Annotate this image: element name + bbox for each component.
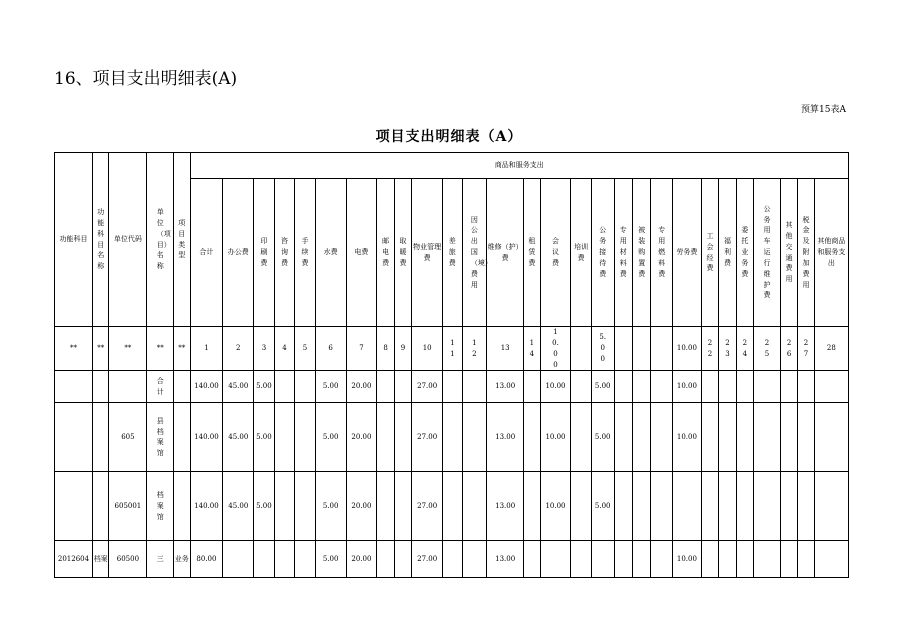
data-cell: 10.00	[540, 472, 571, 541]
column-header-text: 邮电费	[382, 237, 390, 267]
data-cell	[295, 472, 316, 541]
index-cell: **	[109, 327, 147, 371]
index-cell: **	[55, 327, 93, 371]
index-cell	[462, 327, 487, 371]
data-cell	[754, 472, 781, 541]
header-left-3	[147, 153, 174, 327]
column-header-text: 印刷费	[260, 237, 268, 267]
table-row	[55, 153, 849, 179]
data-cell: 140.00	[190, 403, 223, 472]
data-cell: 13.00	[487, 472, 524, 541]
data-cell	[736, 371, 753, 403]
data-cell	[701, 541, 718, 578]
data-cell: 140.00	[190, 472, 223, 541]
column-header: 物业管理费	[412, 179, 443, 327]
column-header-text: 租赁费	[528, 237, 536, 267]
column-header: 合计	[190, 179, 223, 327]
data-cell	[651, 472, 673, 541]
header-left-2: 单位代码	[109, 153, 147, 327]
data-cell: 20.00	[346, 403, 377, 472]
data-cell	[254, 541, 275, 578]
index-cell: 10	[412, 327, 443, 371]
data-cell	[295, 541, 316, 578]
header-left-1	[92, 153, 108, 327]
index-cell	[524, 327, 540, 371]
column-header-text: 手续费	[301, 237, 309, 267]
page-heading: 16、项目支出明细表(A)	[54, 69, 238, 89]
data-cell	[719, 403, 736, 472]
data-cell	[591, 541, 614, 578]
column-header: 办公费	[223, 179, 254, 327]
data-cell: 80.00	[190, 541, 223, 578]
column-header-text: 福利费	[723, 237, 731, 267]
data-cell	[814, 472, 848, 541]
data-cell: 5.00	[591, 472, 614, 541]
index-cell-text: **	[178, 344, 186, 353]
data-cell: 5.00	[315, 403, 346, 472]
table-title: 项目支出明细表（A）	[375, 129, 523, 145]
column-header	[540, 179, 571, 327]
header-left-0: 功能科目	[55, 153, 93, 327]
data-cell	[632, 541, 650, 578]
data-cell: 13.00	[487, 371, 524, 403]
index-cell	[92, 327, 108, 371]
column-header	[614, 179, 632, 327]
data-cell-text: 合计	[156, 377, 164, 396]
data-cell	[174, 472, 190, 541]
column-header: 其他商品和服务支出	[814, 179, 848, 327]
data-cell	[632, 472, 650, 541]
data-cell	[632, 403, 650, 472]
index-cell-text: **	[156, 344, 164, 353]
data-cell: 60500	[109, 541, 147, 578]
data-cell: 13.00	[487, 541, 524, 578]
data-cell: 10.00	[540, 371, 571, 403]
column-header	[377, 179, 394, 327]
data-cell	[223, 541, 254, 578]
data-cell: 27.00	[412, 472, 443, 541]
column-header-text: 税金及附加费用	[802, 215, 810, 289]
table-code: 预算15表A	[801, 105, 846, 115]
index-cell-text: 23	[725, 338, 730, 358]
column-header	[254, 179, 275, 327]
column-header-text: 公务接待费	[599, 226, 607, 278]
index-cell	[295, 327, 316, 371]
data-cell	[274, 541, 295, 578]
data-cell: 13.00	[487, 403, 524, 472]
column-header	[651, 179, 673, 327]
data-cell	[274, 472, 295, 541]
column-header	[295, 179, 316, 327]
index-cell: 28	[814, 327, 848, 371]
column-header	[780, 179, 797, 327]
data-cell	[55, 472, 93, 541]
data-cell: 45.00	[223, 472, 254, 541]
index-cell	[571, 327, 592, 371]
data-cell	[394, 403, 411, 472]
index-cell	[540, 327, 571, 371]
column-header: 培训费	[571, 179, 592, 327]
data-cell: 140.00	[190, 371, 223, 403]
data-cell	[780, 371, 797, 403]
data-cell	[571, 403, 592, 472]
index-cell: 6	[315, 327, 346, 371]
data-cell: 20.00	[346, 541, 377, 578]
data-cell	[295, 371, 316, 403]
column-header-text: 被装购置费	[638, 226, 646, 278]
data-cell	[736, 403, 753, 472]
data-cell	[651, 541, 673, 578]
data-cell	[754, 541, 781, 578]
index-cell-text: 26	[786, 338, 792, 358]
index-cell	[591, 327, 614, 371]
data-cell	[524, 403, 540, 472]
data-cell	[524, 371, 540, 403]
index-cell	[798, 327, 814, 371]
data-cell: 5.00	[315, 371, 346, 403]
data-cell	[274, 371, 295, 403]
data-cell	[92, 472, 108, 541]
index-cell-text: 11	[450, 338, 455, 358]
data-cell	[719, 541, 736, 578]
data-cell: 10.00	[673, 403, 702, 472]
data-cell	[377, 472, 394, 541]
data-cell	[295, 403, 316, 472]
column-header-text: 委托业务费	[741, 226, 749, 278]
data-cell	[524, 541, 540, 578]
column-header-text: 咨询费	[280, 237, 288, 267]
column-header-text: 会议费	[551, 237, 559, 267]
data-cell	[443, 403, 463, 472]
data-cell	[571, 371, 592, 403]
data-cell	[55, 403, 93, 472]
data-cell	[377, 371, 394, 403]
column-header	[274, 179, 295, 327]
data-cell	[719, 371, 736, 403]
data-cell	[673, 472, 702, 541]
data-cell: 20.00	[346, 371, 377, 403]
data-cell: 20.00	[346, 472, 377, 541]
column-header-text: 公务用车运行维护费	[763, 204, 771, 300]
index-cell-text: 3	[261, 344, 267, 353]
data-cell	[780, 541, 797, 578]
data-cell	[147, 472, 174, 541]
data-cell	[394, 472, 411, 541]
data-cell	[614, 371, 632, 403]
header-left-1-text: 功能科目名称	[97, 207, 105, 271]
data-cell: 5.00	[254, 371, 275, 403]
index-cell-text: 12	[472, 338, 477, 358]
data-cell	[701, 371, 718, 403]
column-header	[719, 179, 736, 327]
data-cell	[462, 472, 487, 541]
data-cell	[780, 403, 797, 472]
data-cell	[377, 541, 394, 578]
index-cell: 10.00	[673, 327, 702, 371]
data-cell	[651, 371, 673, 403]
data-cell	[147, 403, 174, 472]
index-cell	[254, 327, 275, 371]
data-cell	[614, 403, 632, 472]
data-cell: 5.00	[315, 472, 346, 541]
column-header-text: 因公出国（境）费用	[470, 215, 492, 289]
table-row	[55, 541, 849, 578]
data-cell	[701, 403, 718, 472]
data-cell-text: 三	[156, 554, 164, 563]
data-cell: 27.00	[412, 403, 443, 472]
data-cell	[651, 403, 673, 472]
data-cell: 5.00	[591, 371, 614, 403]
expense-table	[54, 152, 849, 578]
data-cell	[174, 371, 190, 403]
index-cell	[147, 327, 174, 371]
index-cell	[754, 327, 781, 371]
data-cell: 45.00	[223, 403, 254, 472]
data-cell	[443, 472, 463, 541]
data-cell	[147, 371, 174, 403]
data-cell	[92, 403, 108, 472]
data-cell: 5.00	[254, 472, 275, 541]
index-cell	[632, 327, 650, 371]
data-cell	[174, 403, 190, 472]
column-header-text: 工会经费	[706, 231, 714, 273]
data-cell: 45.00	[223, 371, 254, 403]
index-cell	[651, 327, 673, 371]
data-cell	[443, 371, 463, 403]
index-cell-text: 14	[529, 338, 535, 358]
column-header	[754, 179, 781, 327]
data-cell	[571, 472, 592, 541]
data-cell	[798, 371, 814, 403]
data-cell	[524, 472, 540, 541]
data-cell	[109, 371, 147, 403]
data-cell	[462, 403, 487, 472]
data-cell	[780, 472, 797, 541]
column-header-text: 专用材料费	[619, 226, 627, 278]
data-cell: 605001	[109, 472, 147, 541]
header-left-4-text: 项目类型	[178, 218, 186, 260]
index-cell-text: 8	[383, 344, 388, 353]
index-cell-text: 4	[282, 344, 287, 353]
header-left-3-text: 单位（项目）名称	[156, 207, 171, 271]
data-cell	[377, 403, 394, 472]
data-cell	[798, 541, 814, 578]
data-cell	[147, 541, 174, 578]
data-cell: 27.00	[412, 541, 443, 578]
column-header	[524, 179, 540, 327]
data-cell	[736, 541, 753, 578]
column-header	[394, 179, 411, 327]
column-header	[701, 179, 718, 327]
data-cell	[701, 472, 718, 541]
index-cell	[443, 327, 463, 371]
data-cell: 2012604	[55, 541, 93, 578]
data-cell: 5.00	[254, 403, 275, 472]
data-cell	[614, 541, 632, 578]
column-header	[798, 179, 814, 327]
data-cell: 业务	[174, 541, 190, 578]
index-cell: 2	[223, 327, 254, 371]
column-header: 电费	[346, 179, 377, 327]
data-cell	[462, 541, 487, 578]
data-cell-text: 县档案馆	[156, 416, 164, 458]
data-cell	[814, 541, 848, 578]
table-row	[55, 371, 849, 403]
index-cell-text: 24	[742, 338, 748, 358]
header-left-4	[174, 153, 190, 327]
data-cell	[394, 541, 411, 578]
column-header-text: 取暖费	[399, 237, 407, 267]
column-header-text: 其他交通费用	[785, 220, 793, 284]
table-row	[55, 472, 849, 541]
column-header	[632, 179, 650, 327]
table-row	[55, 327, 849, 371]
column-header: 劳务费	[673, 179, 702, 327]
column-header: 维修（护）费	[487, 179, 524, 327]
data-cell	[92, 371, 108, 403]
index-cell-text: 10.00	[552, 328, 559, 369]
index-cell	[719, 327, 736, 371]
data-cell	[814, 403, 848, 472]
column-header	[462, 179, 492, 327]
data-cell: 27.00	[412, 371, 443, 403]
column-header	[591, 179, 614, 327]
data-cell: 10.00	[673, 371, 702, 403]
index-cell: 1	[190, 327, 223, 371]
data-cell	[798, 472, 814, 541]
data-cell-text: 档案馆	[156, 491, 164, 521]
index-cell	[736, 327, 753, 371]
data-cell	[754, 371, 781, 403]
data-cell: 10.00	[540, 403, 571, 472]
index-cell-text: 5.00	[599, 333, 607, 364]
data-cell	[274, 403, 295, 472]
data-cell: 档案	[92, 541, 108, 578]
column-header-text: 专用燃料费	[658, 226, 666, 278]
index-cell	[394, 327, 411, 371]
data-cell	[719, 472, 736, 541]
data-cell	[540, 541, 571, 578]
column-header: 水费	[315, 179, 346, 327]
data-cell: 10.00	[673, 541, 702, 578]
column-header	[736, 179, 753, 327]
data-cell	[394, 371, 411, 403]
data-cell	[814, 371, 848, 403]
data-cell	[614, 472, 632, 541]
data-cell	[632, 371, 650, 403]
data-cell	[736, 472, 753, 541]
index-cell-text: 27	[803, 338, 809, 358]
data-cell: 605	[109, 403, 147, 472]
group-header: 商品和服务支出	[190, 153, 849, 179]
data-cell	[798, 403, 814, 472]
data-cell	[443, 541, 463, 578]
index-cell-text: 25	[764, 338, 770, 358]
data-cell: 5.00	[591, 403, 614, 472]
index-cell	[377, 327, 394, 371]
index-cell	[174, 327, 190, 371]
column-header	[443, 179, 463, 327]
index-cell: 13	[487, 327, 524, 371]
index-cell: 7	[346, 327, 377, 371]
table-row	[55, 403, 849, 472]
data-cell	[754, 403, 781, 472]
index-cell	[780, 327, 797, 371]
index-cell-text: **	[97, 344, 105, 353]
index-cell	[274, 327, 295, 371]
index-cell-text: 22	[707, 338, 713, 358]
data-cell	[55, 371, 93, 403]
index-cell-text: 9	[400, 344, 406, 353]
index-cell	[614, 327, 632, 371]
column-header-text: 差旅费	[448, 237, 456, 267]
index-cell-text: 5	[302, 344, 308, 353]
data-cell	[571, 541, 592, 578]
index-cell	[701, 327, 718, 371]
data-cell: 5.00	[315, 541, 346, 578]
data-cell	[462, 371, 487, 403]
